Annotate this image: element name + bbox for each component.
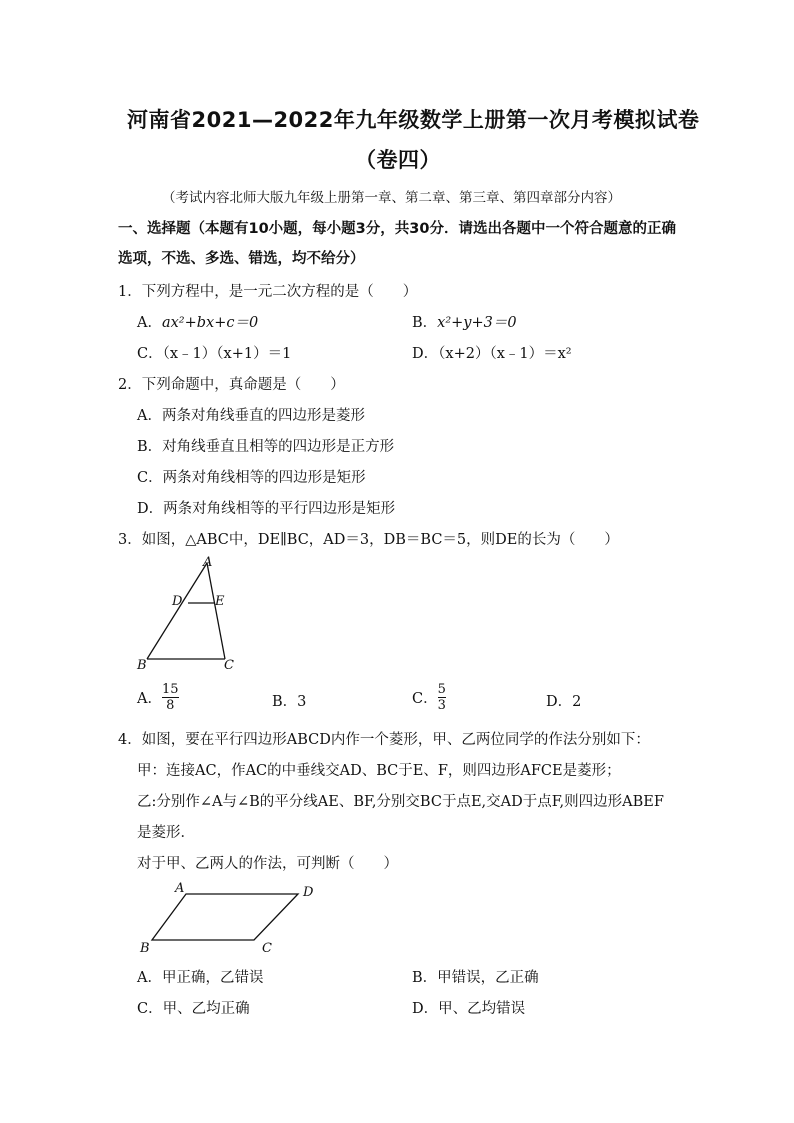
q4-label-d: D [303, 885, 314, 900]
q3-option-a-fraction [162, 682, 179, 713]
section-header-line2: 选项，不选、多选、错选，均不给分） [118, 251, 365, 267]
q4-option-d: D．甲、乙均错误 [412, 1001, 526, 1017]
q3-option-c-fraction [438, 682, 446, 713]
q4-option-b: B．甲错误，乙正确 [412, 970, 539, 986]
q2-option-b: B．对角线垂直且相等的四边形是正方形 [137, 439, 395, 455]
q1-option-b-math: x²+y+3＝0 [437, 315, 517, 331]
q2-option-c: C．两条对角线相等的四边形是矩形 [137, 470, 366, 486]
q2-stem: 2．下列命题中，真命题是（ ） [118, 377, 345, 393]
q3-option-a-numerator: 15 [161, 682, 179, 697]
q4-stem: 4．如图，要在平行四边形ABCD内作一个菱形，甲、乙两位同学的作法分别如下： [118, 732, 650, 748]
q1-option-d [412, 342, 572, 363]
q1-option-c-math: （x﹣1）（x+1）＝1 [162, 346, 292, 362]
q1-stem: 1．下列方程中，是一元二次方程的是（ ） [118, 284, 418, 300]
q3-option-b: B．3 [272, 694, 307, 710]
q3-option-c-denominator: 3 [437, 698, 446, 713]
q4-parallelogram-abcd [152, 894, 298, 940]
q3-option-c [412, 682, 446, 713]
q4-method-yi-line1: 乙:分别作∠A与∠B的平分线AE、BF,分别交BC于点E,交AD于点F,则四边形ABEF [137, 794, 664, 810]
q2-option-a: A．两条对角线垂直的四边形是菱形 [137, 408, 365, 424]
q3-option-c-numerator: 5 [437, 682, 446, 697]
q1-option-b-label: B． [412, 315, 438, 331]
q3-label-c: C [224, 658, 234, 673]
q3-option-a [137, 682, 179, 713]
q1-option-d-label: D． [412, 346, 439, 362]
q1-option-b [412, 311, 517, 332]
q1-option-a-label: A． [137, 315, 162, 331]
page-subtitle: （卷四） [355, 148, 441, 172]
q4-method-yi-line2: 是菱形． [137, 825, 195, 841]
q3-label-b: B [137, 658, 147, 673]
q4-parallelogram-figure [130, 876, 330, 960]
q4-question: 对于甲、乙两人的作法，可判断（ ） [137, 856, 398, 872]
q1-option-a [137, 311, 258, 332]
q4-method-jia: 甲：连接AC，作AC的中垂线交AD、BC于E、F，则四边形AFCE是菱形； [137, 763, 621, 779]
q3-option-d: D．2 [546, 694, 582, 710]
q4-label-c: C [262, 941, 272, 956]
exam-scope-note: （考试内容北师大版九年级上册第一章、第二章、第三章、第四章部分内容） [162, 190, 621, 206]
q3-stem: 3．如图，△ABC中，DE∥BC，AD＝3，DB＝BC＝5，则DE的长为（ ） [118, 532, 619, 548]
q4-label-a: A [175, 881, 185, 896]
page-title: 河南省2021—2022年九年级数学上册第一次月考模拟试卷 [127, 108, 700, 132]
q4-option-c: C．甲、乙均正确 [137, 1001, 250, 1017]
q1-option-a-math: ax²+bx+c＝0 [161, 315, 259, 331]
q3-triangle-figure [130, 552, 250, 674]
q4-option-a: A．甲正确，乙错误 [137, 970, 264, 986]
q3-label-d: D [172, 594, 183, 609]
q3-option-a-denominator: 8 [166, 698, 175, 713]
q3-side-ac [207, 563, 225, 659]
q3-label-e: E [215, 594, 225, 609]
q3-option-a-label: A． [137, 691, 162, 707]
section-header-line1: 一、选择题（本题有10小题，每小题3分，共30分．请选出各题中一个符合题意的正确 [118, 221, 676, 237]
q2-option-d: D．两条对角线相等的平行四边形是矩形 [137, 501, 396, 517]
q1-option-c [137, 342, 291, 363]
q3-option-c-label: C． [412, 691, 438, 707]
q1-option-c-label: C． [137, 346, 163, 362]
q1-option-d-math: （x+2）（x﹣1）＝x² [438, 346, 572, 362]
q4-label-b: B [140, 941, 150, 956]
q3-side-ab [147, 563, 207, 659]
q3-label-a: A [203, 555, 213, 570]
